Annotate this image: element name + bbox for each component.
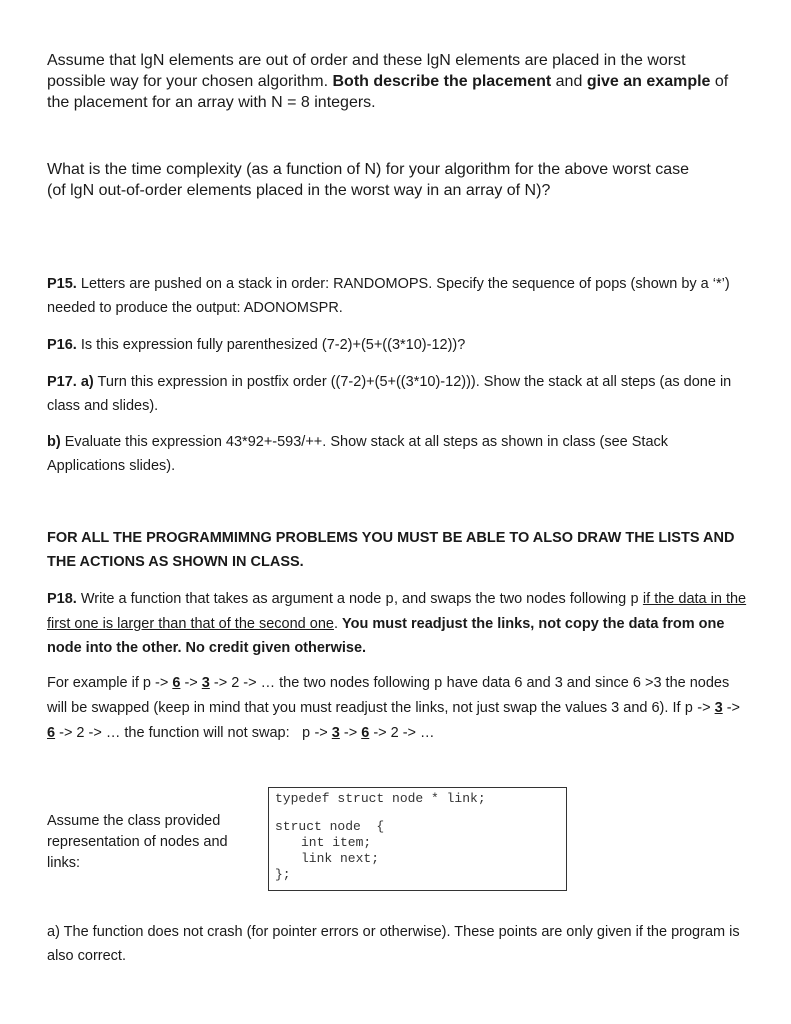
example-text: -> 2 -> … (373, 725, 435, 741)
problem-p17-b (47, 430, 727, 478)
example-var-p: p (301, 726, 311, 742)
programming-header: FOR ALL THE PROGRAMMIMNG PROBLEMS YOU MUST BE ABLE TO ALSO DRAW THE LISTS AND THE ACTIONS AS SHOWN IN CLASS. (47, 530, 735, 570)
p17-b-label: b) (47, 434, 61, 450)
example-node-6: 6 (361, 725, 370, 741)
intro-paragraph (47, 50, 747, 113)
example-arrow: -> (184, 675, 198, 691)
p15-text: Letters are pushed on a stack in order: RANDOMOPS. Specify the sequence of pops (shown by a ‘*’) needed to produce the output: ADONOMSPR. (47, 276, 730, 316)
p18-bold-requirement: You must readjust the links, not copy the data from one node into the other. No credit given otherwise. (47, 616, 725, 656)
example-var-p: p (684, 701, 694, 717)
assume-line-2: representation of nodes and (47, 834, 228, 850)
example-node-6: 6 (47, 725, 56, 741)
problem-p17-a (47, 370, 747, 418)
p17-text: Turn this expression in postfix order ((7-2)+(5+((3*10)-12))). Show the stack at all steps (as done in class and slides). (47, 374, 732, 414)
part-a: a) The function does not crash (for pointer errors or otherwise). These points are only given if the program is also correct. (47, 924, 740, 964)
example-text: For example if p -> (47, 675, 169, 691)
intro-bold-describe: Both describe the placement (332, 73, 552, 90)
example-text: -> 2 -> … the two nodes following (213, 675, 430, 691)
complexity-line-2: (of lgN out-of-order elements placed in the worst way in an array of N)? (47, 182, 551, 199)
intro-bold-example: give an example (586, 73, 711, 90)
p18-text: , and swaps the two nodes following (394, 591, 627, 607)
example-node-3: 3 (331, 725, 340, 741)
code-box (268, 787, 567, 891)
p15-label: P15. (47, 276, 77, 292)
p18-underlined-condition: if the data in the first one is larger than that of the second one (47, 591, 747, 632)
example-arrow: -> (697, 700, 711, 716)
code-line-next: link next; (301, 851, 380, 866)
code-line-struct: struct node { (275, 819, 385, 834)
intro-text: and (555, 73, 583, 90)
assume-line-1: Assume the class provided (47, 813, 221, 829)
example-text: -> 2 -> … the function will not swap: (59, 725, 290, 741)
assume-representation-text (47, 811, 257, 874)
assume-line-3: links: (47, 855, 81, 871)
example-node-3: 3 (714, 700, 723, 716)
p18-var-p: p (630, 592, 639, 608)
example-paragraph (47, 671, 747, 746)
example-node-3: 3 (201, 675, 210, 691)
example-text: have data 6 and 3 and since 6 >3 the nodes will be swapped (keep in mind that you must readjust the links, not just swap the values 3 and 6). If (47, 675, 730, 716)
p16-text: Is this expression fully parenthesized (7-2)+(5+((3*10)-12))? (80, 337, 466, 353)
example-arrow: -> (343, 725, 358, 741)
example-arrow: -> (726, 700, 741, 716)
example-node-6: 6 (172, 675, 181, 691)
intro-text: of (714, 73, 729, 90)
problem-p15 (47, 272, 747, 320)
p18-text: . (333, 616, 338, 632)
problem-p16 (47, 333, 747, 357)
example-var-p: p (433, 676, 443, 692)
problem-p18 (47, 587, 747, 660)
intro-line-3: the placement for an array with N = 8 integers. (47, 94, 376, 111)
complexity-line-1: What is the time complexity (as a function of N) for your algorithm for the above worst case (47, 161, 690, 178)
code-line-typedef: typedef struct node * link; (275, 791, 486, 806)
p18-var-p: p (385, 592, 394, 608)
code-line-close: }; (275, 867, 291, 882)
p18-text: Write a function that takes as argument a node (80, 591, 382, 607)
p17-b-text: Evaluate this expression 43*92+-593/++. Show stack at all steps as shown in class (see Stack Applications slides). (47, 434, 669, 474)
p16-label: P16. (47, 337, 77, 353)
code-line-item: int item; (301, 835, 372, 850)
p18-label: P18. (47, 591, 77, 607)
complexity-question (47, 159, 747, 201)
p17-label: P17. a) (47, 374, 94, 390)
intro-line-1: Assume that lgN elements are out of order and these lgN elements are placed in the worst (47, 52, 686, 69)
intro-text: possible way for your chosen algorithm. (47, 73, 329, 90)
example-arrow: -> (314, 725, 328, 741)
